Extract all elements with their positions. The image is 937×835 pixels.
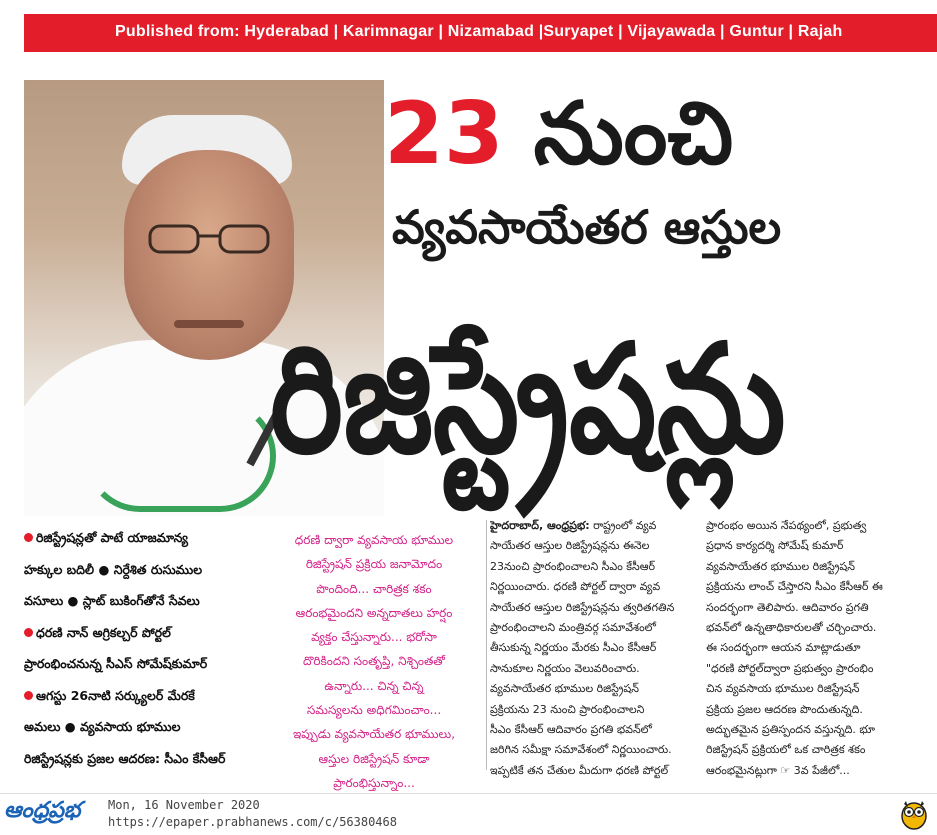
article-line: ఈ సందర్భంగా ఆయన మాట్లాడుతూ bbox=[706, 641, 861, 655]
footer-meta bbox=[108, 797, 397, 831]
newspaper-logo: ఆంధ్రప్రభ bbox=[4, 798, 81, 823]
article-line: సందర్భంగా తెలిపారు. ఆదివారం ప్రగతి bbox=[706, 600, 869, 614]
photo-scarf-stripe bbox=[84, 400, 276, 512]
bullet-dot-icon bbox=[24, 533, 33, 542]
article-line: జరిగిన సమీక్షా సమావేశంలో నిర్ణయించారు. bbox=[490, 743, 672, 757]
quote-line: దొరికిందని సంతృప్తి, నిశ్చింతతో bbox=[302, 654, 446, 669]
quote-line: సమస్యలను అధిగమించాం... bbox=[306, 703, 442, 718]
bullet-highlights bbox=[24, 522, 262, 774]
article-line: ప్రక్రియను లాంచ్ చేస్తారని సీఎం కేసీఆర్ ఈ bbox=[706, 580, 883, 594]
article-line: సాయేతర ఆస్తుల రిజిస్ట్రేషన్లను ఈనెల bbox=[490, 539, 650, 553]
headline-line3: రిజిస్ట్రేషన్లు bbox=[270, 313, 786, 487]
continued-reference: ఆరంభమైనట్లుగా ☞ 3వ పేజీలో... bbox=[706, 763, 850, 777]
quote-line: ఆస్తుల రిజిస్ట్రేషన్ కూడా bbox=[318, 751, 430, 766]
bullet-line: అమలు ● వ్యవసాయ భూముల bbox=[24, 719, 181, 734]
pull-quote bbox=[262, 528, 486, 795]
article-line: భవన్‌లో ఉన్నతాధికారులతో చర్చించారు. bbox=[706, 620, 877, 634]
edition-date: Mon, 16 November 2020 bbox=[108, 798, 260, 812]
bullet-line: రిజిస్ట్రేషన్లకు ప్రజల ఆదరణ: సీఎం కేసీఆర్ bbox=[24, 750, 226, 766]
article-line: వ్యవసాయేతర భూముల రిజిస్ట్రేషన్ bbox=[706, 559, 855, 573]
article-line: వ్యవసాయేతర భూముల రిజిస్ట్రేషన్ bbox=[490, 682, 639, 696]
quote-line: ప్రారంభిస్తున్నాం... bbox=[333, 775, 415, 790]
article-line: ఇప్పటికే తన చేతుల మీదుగా ధరణి పోర్టల్ bbox=[490, 763, 669, 777]
headline-number: 23 bbox=[384, 84, 504, 184]
article-line: చిన వ్యవసాయ భూముల రిజిస్ట్రేషన్ bbox=[706, 682, 860, 696]
bullet-line: వసూలు ● స్లాట్ బుకింగ్‌తోనే సేవలు bbox=[24, 593, 200, 608]
article-line: ప్రక్రియను 23 నుంచి ప్రారంభించాలని bbox=[490, 702, 645, 716]
photo-glasses bbox=[144, 220, 274, 260]
article-line: 23నుంచి ప్రారంభించాలని సీఎం కేసీఆర్ bbox=[490, 559, 656, 573]
bullet-line: రిజిస్ట్రేషన్లతో పాటే యాజమాన్య bbox=[24, 522, 262, 554]
quote-line: రిజిస్ట్రేషన్ ప్రక్రియ జనామోదం bbox=[305, 557, 443, 572]
owl-icon bbox=[900, 798, 928, 830]
article-line: ప్రారంభించాలని మంత్రివర్గ సమావేశంలో bbox=[490, 620, 656, 634]
quote-line: ఆరంభమైందని అన్నదాతలు హర్షం bbox=[295, 605, 453, 620]
bullet-line: హక్కుల బదిలీ ● నిర్దేశిత రుసుముల bbox=[24, 561, 203, 577]
article-line: ప్రక్రియ ప్రజల ఆదరణ పొందుతున్నది. bbox=[706, 702, 863, 716]
article-line: ప్రారంభం అయిన నేపథ్యంలో, ప్రభుత్వ bbox=[706, 519, 867, 532]
footer-divider bbox=[0, 793, 937, 794]
quote-line: వ్యక్తం చేస్తున్నారు... భరోసా bbox=[311, 630, 437, 645]
quote-line: పొందింది... చారిత్రక శకం bbox=[316, 581, 432, 596]
quote-line: ఉన్నారు... చిన్న చిన్న bbox=[324, 678, 424, 693]
article-line: సానుకూల నిర్ణయం వెలువరించారు. bbox=[490, 661, 640, 675]
article-line: తీసుకున్న నిర్ణయం మేరకు సీఎం కేసీఆర్ bbox=[490, 641, 657, 655]
article-line: రిజిస్ట్రేషన్ ప్రక్రియలో ఒక చారిత్రక శకం bbox=[706, 743, 866, 757]
column-divider bbox=[486, 520, 487, 770]
dateline: హైదరాబాద్, ఆంధ్రప్రభ: bbox=[490, 519, 590, 532]
headline-line1-rest: నుంచి bbox=[503, 84, 734, 184]
headline-line2: వ్యవసాయేతర ఆస్తుల bbox=[392, 200, 782, 254]
article-line: సాయేతర ఆస్తుల రిజిస్ట్రేషన్లను త్వరితగతిన bbox=[490, 600, 675, 614]
article-line: అద్భుతమైన ప్రతిస్పందన వస్తున్నది. భూ bbox=[706, 722, 875, 736]
bullet-line: ఆగస్టు 26నాటి సర్క్యులర్ మేరకే bbox=[24, 680, 262, 712]
bullet-line: ప్రారంభించనున్న సీఎస్ సోమేష్‌కుమార్ bbox=[24, 656, 208, 671]
article-column-2 bbox=[706, 516, 918, 781]
headline-line1 bbox=[384, 84, 924, 184]
article-column-1: హైదరాబాద్, ఆంధ్రప్రభ: రాష్ట్రంలో వ్యవ సాయేతర ఆస్తుల రిజిస్ట్రేషన్లను ఈనెల 23నుంచి ప్రారంభించాలని సీఎం కేసీఆర్ నిర్ణయించారు. ధరణి పోర్టల్ ద్వారా వ్యవ సాయేతర ఆస్తుల రిజిస్ట్రేషన్లను త్వరితగతిన ప్రారంభించాలని మంత్రివర్గ సమావేశంలో తీసుకున్న నిర్ణయం మేరకు సీఎం కేసీఆర్ సానుకూల నిర్ణయం వెలువరించారు. వ్యవసాయేతర భూముల రిజిస్ట్రేషన్ ప్రక్రియను 23 నుంచి ప్రారంభించాలని సీఎం కేసీఆర్ ఆదివారం ప్రగతి భవన్‌లో జరిగిన సమీక్షా సమావేశంలో నిర్ణయించారు. ఇప్పటికే తన చేతుల మీదుగా ధరణి పోర్టల్ bbox=[490, 516, 700, 781]
edition-list: Published from: Hyderabad | Karimnagar | Nizamabad |Suryapet | Vijayawada | Guntur | Rajah bbox=[115, 23, 843, 40]
bullet-line: ధరణి నాన్ అగ్రికల్చర్ పోర్టల్ bbox=[24, 617, 262, 649]
quote-line: ఇప్పుడు వ్యవసాయేతర భూములు, bbox=[292, 727, 456, 742]
article-line: సీఎం కేసీఆర్ ఆదివారం ప్రగతి భవన్‌లో bbox=[490, 722, 652, 736]
bullet-dot-icon bbox=[24, 691, 33, 700]
quote-line: ధరణి ద్వారా వ్యవసాయ భూముల bbox=[294, 533, 454, 547]
article-line: నిర్ణయించారు. ధరణి పోర్టల్ ద్వారా వ్యవ bbox=[490, 580, 661, 594]
source-url[interactable]: https://epaper.prabhanews.com/c/56380468 bbox=[108, 815, 397, 829]
bullet-dot-icon bbox=[24, 628, 33, 637]
article-line: ప్రధాన కార్యదర్శి సోమేష్ కుమార్ bbox=[706, 539, 844, 553]
article-line: "ధరణి పోర్టల్‌ద్వారా ప్రభుత్వం ప్రారంభిం bbox=[706, 661, 874, 675]
edition-bar bbox=[24, 14, 937, 52]
photo-mouth bbox=[174, 320, 244, 328]
